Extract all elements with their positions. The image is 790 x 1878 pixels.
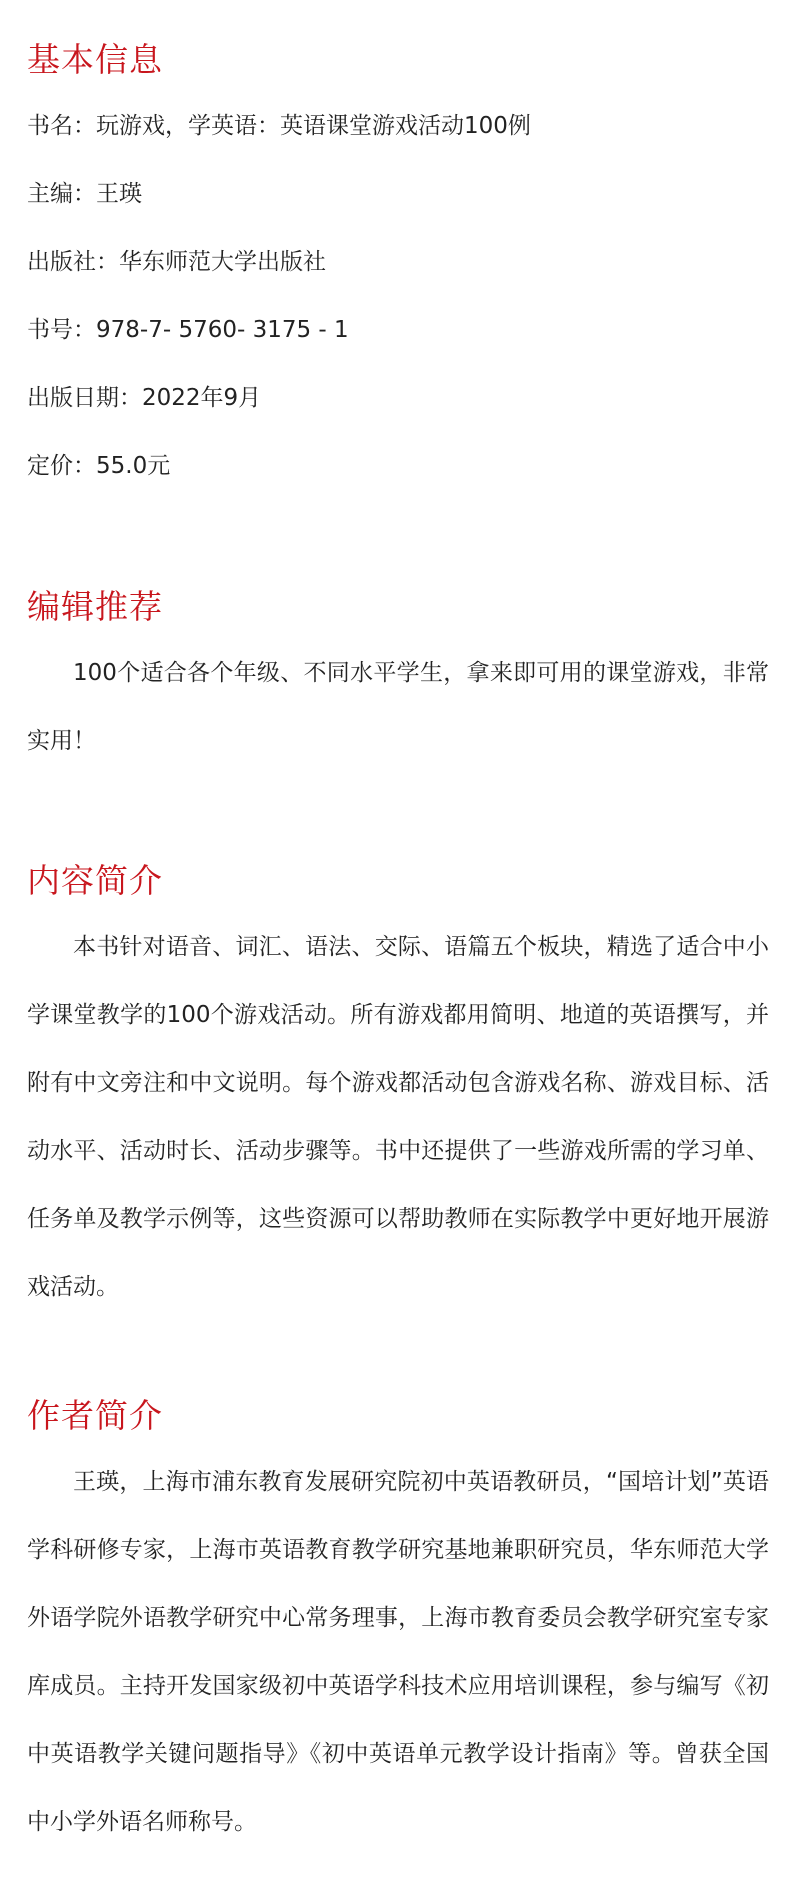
author-intro-section [27,1394,769,1856]
editor-recommend-text: 100个适合各个年级、不同水平学生，拿来即可用的课堂游戏，非常实用！ [27,660,769,754]
author-intro-text: 王瑛，上海市浦东教育发展研究院初中英语教研员，“国培计划”英语学科研修专家，上海市英语教育教学研究基地兼职研究员，华东师范大学外语学院外语教学研究中心常务理事，上海市教育委员会教学研究室专家库成员。主持开发国家级初中英语学科技术应用培训课程，参与编写《初中英语教学关键问题指导》《初中英语单元教学设计指南》等。曾获全国中小学外语名师称号。 [27,1469,769,1835]
book-title-line: 书名：玩游戏，学英语：英语课堂游戏活动100例 [27,113,531,139]
editor-line: 主编：王瑛 [27,181,142,207]
editor-recommend-section [27,585,769,775]
basic-info-section [27,38,769,500]
basic-info-heading: 基本信息 [27,40,163,79]
publish-date-line: 出版日期：2022年9月 [27,385,262,411]
basic-info-list [27,92,769,500]
content-intro-text: 本书针对语音、词汇、语法、交际、语篇五个板块，精选了适合中小学课堂教学的100个游戏活动。所有游戏都用简明、地道的英语撰写，并附有中文旁注和中文说明。每个游戏都活动包含游戏名称、游戏目标、活动水平、活动时长、活动步骤等。书中还提供了一些游戏所需的学习单、任务单及教学示例等，这些资源可以帮助教师在实际教学中更好地开展游戏活动。 [27,934,769,1300]
publisher-line: 出版社：华东师范大学出版社 [27,249,326,275]
editor-recommend-heading: 编辑推荐 [27,587,163,626]
content-intro-heading: 内容简介 [27,861,163,900]
content-intro-section [27,859,769,1321]
price-line: 定价：55.0元 [27,453,171,479]
author-intro-heading: 作者简介 [27,1396,163,1435]
isbn-line: 书号：978-7- 5760- 3175 - 1 [27,317,349,343]
